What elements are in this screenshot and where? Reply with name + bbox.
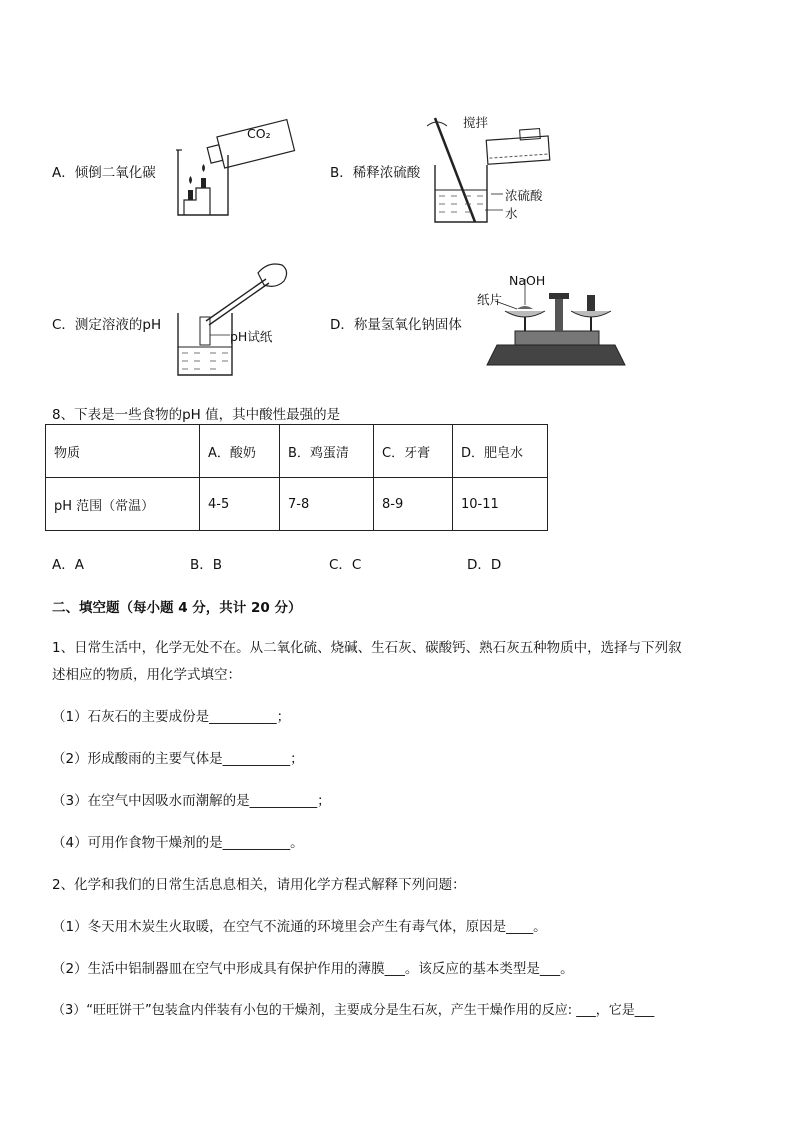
naoh-label: NaOH bbox=[509, 273, 546, 288]
q1-item-2[interactable]: （2）形成酸雨的主要气体是__________； bbox=[52, 751, 304, 767]
pour-co2-figure bbox=[170, 110, 300, 225]
table-cell: C．牙膏 bbox=[374, 425, 453, 478]
q2-stem: 2、化学和我们的日常生活息息相关，请用化学方程式解释下列问题： bbox=[52, 877, 466, 893]
table-cell: 10-11 bbox=[453, 478, 548, 531]
acid-label: 浓硫酸 bbox=[505, 188, 543, 203]
option-c-label[interactable]: C．测定溶液的pH bbox=[52, 317, 162, 333]
choice-b[interactable]: B．B bbox=[190, 557, 223, 573]
q1-stem-line1: 1、日常生活中，化学无处不在。从二氧化硫、烧碱、生石灰、碳酸钙、熟石灰五种物质中，选择与下列叙 bbox=[52, 640, 682, 656]
option-d-label[interactable]: D．称量氢氧化钠固体 bbox=[330, 317, 462, 333]
table-cell: 7-8 bbox=[280, 478, 374, 531]
ph-paper-label: pH试纸 bbox=[230, 329, 273, 344]
q2-item-1[interactable]: （1）冬天用木炭生火取暖，在空气不流通的环境里会产生有毒气体，原因是____。 bbox=[52, 919, 547, 935]
table-cell: D．肥皂水 bbox=[453, 425, 548, 478]
table-cell: 8-9 bbox=[374, 478, 453, 531]
table-row bbox=[46, 478, 548, 531]
q1-item-3[interactable]: （3）在空气中因吸水而潮解的是__________； bbox=[52, 793, 331, 809]
q1-item-1[interactable]: （1）石灰石的主要成份是__________； bbox=[52, 709, 291, 725]
dilute-acid-figure bbox=[425, 110, 555, 230]
balance-figure bbox=[475, 265, 630, 370]
section-title: 二、填空题（每小题 4 分，共计 20 分） bbox=[52, 600, 302, 616]
stir-label: 搅拌 bbox=[463, 115, 489, 130]
q8-stem: 8、下表是一些食物的pH 值，其中酸性最强的是 bbox=[52, 407, 341, 423]
choice-d[interactable]: D．D bbox=[467, 557, 502, 573]
q2-item-2[interactable]: （2）生活中铝制器皿在空气中形成具有保护作用的薄膜___。该反应的基本类型是___。 bbox=[52, 961, 574, 977]
table-cell: A．酸奶 bbox=[200, 425, 280, 478]
option-b-label[interactable]: B．稀释浓硫酸 bbox=[330, 165, 421, 181]
ph-table bbox=[45, 424, 548, 531]
measure-ph-figure bbox=[170, 255, 300, 380]
co2-label: CO₂ bbox=[247, 126, 271, 141]
q1-stem-line2: 述相应的物质，用化学式填空： bbox=[52, 667, 241, 683]
q1-item-4[interactable]: （4）可用作食物干燥剂的是__________。 bbox=[52, 835, 304, 851]
table-cell: pH 范围（常温） bbox=[46, 478, 200, 531]
table-cell: B．鸡蛋清 bbox=[280, 425, 374, 478]
q2-item-3[interactable]: （3）“旺旺饼干”包装盒内伴装有小包的干燥剂，主要成分是生石灰，产生干燥作用的反应: ___，它是___ bbox=[52, 1003, 655, 1018]
table-header-row bbox=[46, 425, 548, 478]
paper-label: 纸片 bbox=[477, 292, 503, 307]
choice-c[interactable]: C．C bbox=[329, 557, 362, 573]
table-cell: 物质 bbox=[46, 425, 200, 478]
water-label: 水 bbox=[505, 206, 518, 221]
table-cell: 4-5 bbox=[200, 478, 280, 531]
option-a-label[interactable]: A．倾倒二氧化碳 bbox=[52, 165, 156, 181]
choice-a[interactable]: A．A bbox=[52, 557, 84, 573]
